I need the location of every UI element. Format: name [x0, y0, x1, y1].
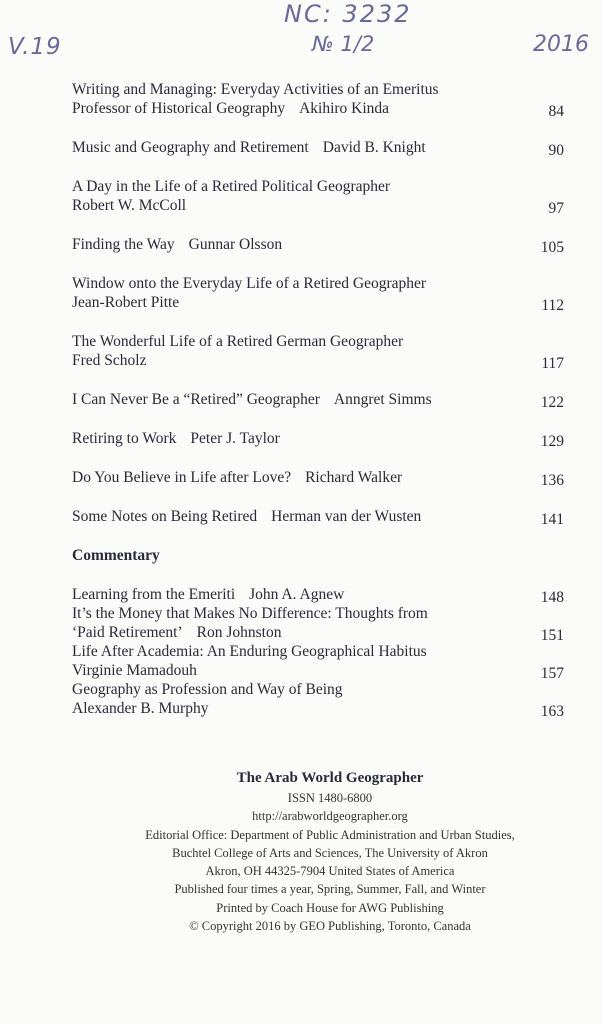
editorial-office-address: Akron, OH 44325-7904 United States of America — [205, 864, 455, 879]
toc-author-line: Alexander B. Murphy — [72, 700, 209, 717]
toc-author-line: Jean-Robert Pitte — [72, 294, 180, 311]
handwritten-issue-number: № 1/2 — [312, 32, 375, 56]
toc-page-number: 122 — [540, 394, 564, 411]
journal-title: The Arab World Geographer — [236, 770, 424, 786]
toc-page-number: 129 — [540, 433, 564, 450]
handwritten-nc-number: NC: 3232 — [284, 0, 412, 28]
toc-author-line: Robert W. McColl — [72, 197, 187, 214]
toc-title-line: The Wonderful Life of a Retired German Geographer — [72, 333, 404, 350]
journal-url: http://arabworldgeographer.org — [252, 809, 408, 824]
toc-title-line: Do You Believe in Life after Love? Richard Walker — [72, 469, 403, 486]
toc-entry — [72, 80, 564, 118]
toc-page-number: 157 — [540, 665, 564, 682]
toc-title-line: Music and Geography and Retirement David B. Knight — [72, 139, 426, 156]
toc-page-number: 117 — [541, 355, 564, 372]
toc-entry — [72, 429, 564, 448]
toc-entry — [72, 235, 564, 254]
table-of-contents — [72, 80, 564, 718]
toc-title-line: Some Notes on Being Retired Herman van der Wusten — [72, 508, 422, 525]
toc-author: Gunnar Olsson — [188, 236, 283, 253]
toc-entry — [72, 604, 564, 642]
toc-entry — [72, 680, 564, 718]
toc-title-line: Professor of Historical Geography Akihiro Kinda — [72, 100, 390, 117]
toc-title-line: Finding the Way Gunnar Olsson — [72, 236, 283, 253]
toc-author: John A. Agnew — [249, 586, 345, 603]
toc-title-line: Writing and Managing: Everyday Activities of an Emeritus — [72, 81, 439, 98]
publication-info — [60, 767, 600, 935]
toc-author-line: Virginie Mamadouh — [72, 662, 197, 679]
toc-entry — [72, 507, 564, 526]
toc-entry — [72, 332, 564, 370]
toc-title-line: Geography as Profession and Way of Being — [72, 681, 343, 698]
toc-page-number: 97 — [548, 200, 564, 217]
toc-page-number: 148 — [540, 589, 564, 606]
toc-page-number: 141 — [540, 511, 564, 528]
toc-author: David B. Knight — [322, 139, 426, 156]
printer-info: Printed by Coach House for AWG Publishing — [216, 900, 444, 915]
toc-entry — [72, 390, 564, 409]
issn: ISSN 1480-6800 — [287, 791, 373, 805]
toc-page-number: 90 — [548, 142, 564, 159]
copyright: © Copyright 2016 by GEO Publishing, Toronto, Canada — [189, 919, 471, 934]
toc-entry — [72, 274, 564, 312]
toc-page-number: 105 — [540, 239, 564, 256]
toc-page-number: 112 — [541, 297, 564, 314]
toc-title-line: Retiring to Work Peter J. Taylor — [72, 430, 280, 447]
toc-author: Richard Walker — [305, 469, 403, 486]
commentary-heading: Commentary — [72, 547, 160, 564]
toc-title-line: It’s the Money that Makes No Difference: Thoughts from — [72, 605, 428, 622]
editorial-office-line: Buchtel College of Arts and Sciences, The University of Akron — [172, 845, 488, 860]
toc-author: Akihiro Kinda — [299, 100, 390, 117]
toc-author: Herman van der Wusten — [271, 508, 422, 525]
toc-author: Anngret Simms — [333, 391, 432, 408]
toc-page-number: 84 — [548, 103, 564, 120]
handwritten-year: 2016 — [533, 32, 589, 57]
handwritten-volume: V.19 — [8, 34, 62, 60]
toc-entry — [72, 138, 564, 157]
toc-entry — [72, 468, 564, 487]
toc-title-line: Learning from the Emeriti John A. Agnew — [72, 586, 345, 603]
toc-author: Peter J. Taylor — [190, 430, 280, 447]
toc-page-number: 163 — [540, 703, 564, 720]
editorial-office-line: Editorial Office: Department of Public Administration and Urban Studies, — [145, 827, 515, 842]
toc-title-line: I Can Never Be a “Retired” Geographer Anngret Simms — [72, 391, 432, 408]
toc-entry — [72, 642, 564, 680]
toc-title-line: Life After Academia: An Enduring Geographical Habitus — [72, 643, 427, 660]
toc-page-number: 151 — [540, 627, 564, 644]
toc-author-line: Fred Scholz — [72, 352, 147, 369]
toc-title-line: A Day in the Life of a Retired Political Geographer — [72, 178, 391, 195]
toc-title-line: ‘Paid Retirement’ Ron Johnston — [72, 624, 282, 641]
toc-title-line: Window onto the Everyday Life of a Retired Geographer — [72, 275, 427, 292]
toc-entry — [72, 585, 564, 604]
publication-frequency: Published four times a year, Spring, Summer, Fall, and Winter — [174, 882, 486, 897]
toc-page-number: 136 — [540, 472, 564, 489]
toc-entry — [72, 177, 564, 215]
toc-author: Ron Johnston — [196, 624, 282, 641]
